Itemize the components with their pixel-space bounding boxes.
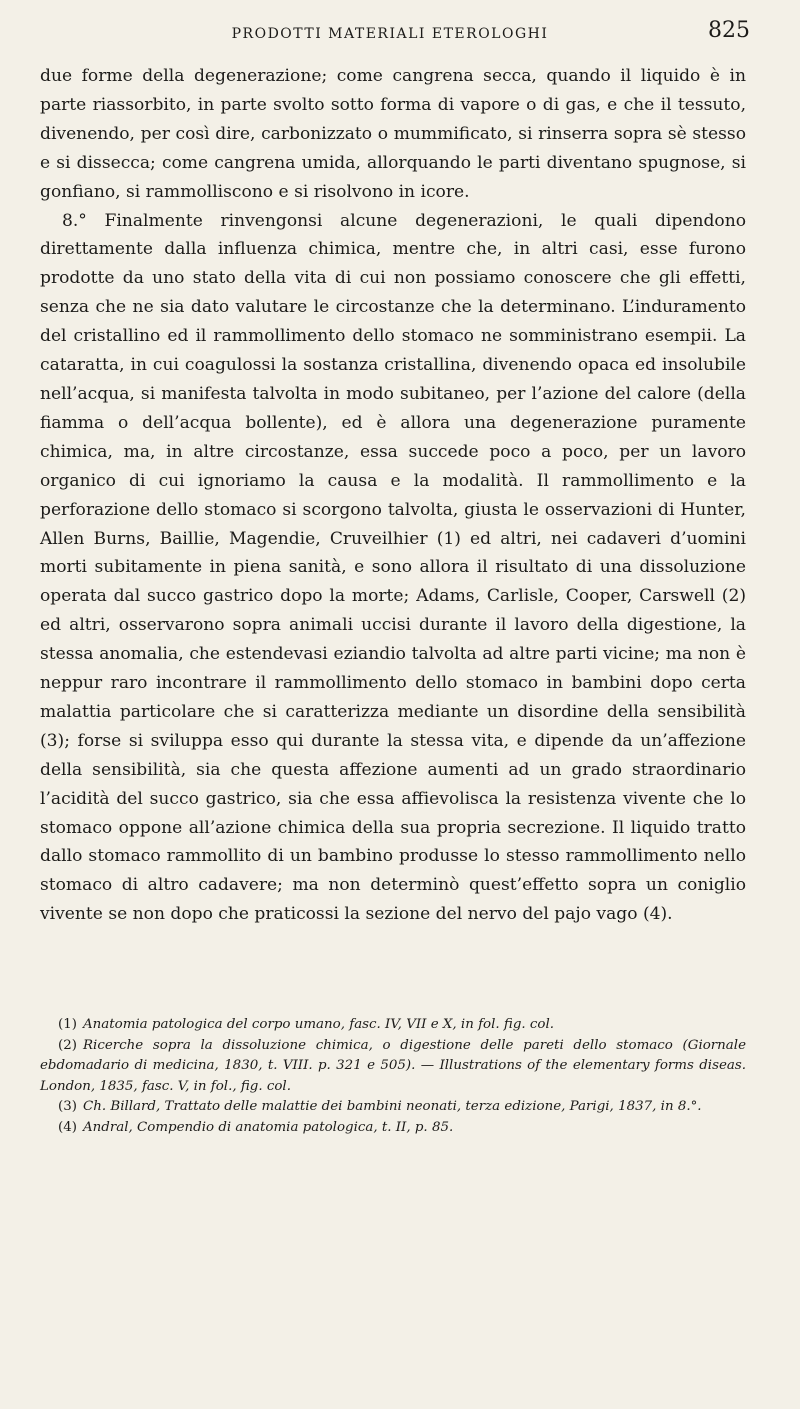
- body-text: [40, 62, 746, 929]
- paragraph: due forme della degenerazione; come cangrena secca, quando il liquido è in parte riassorbito, in parte svolto sotto forma di vapore o di gas, e che il tessuto, divenendo, per così dire, carbonizzato o mummificato, si rinserra sopra sè stesso e si dissecca; come cangrena umida, allorquando le parti diventano spugnose, si gonfiano, si rammolliscono e si risolvono in icore.: [40, 66, 746, 202]
- footnote-text: Andral, Compendio di anatomia patologica, t. II, p. 85.: [82, 1119, 454, 1135]
- running-head: PRODOTTI MATERIALI ETEROLOGHI: [231, 26, 549, 42]
- paragraph: 8.° Finalmente rinvengonsi alcune degenerazioni, le quali dipendono direttamente dalla influenza chimica, mentre che, in altri casi, esse furono prodotte da uno stato della vita di cui non possiamo conoscere che gli effetti, senza che ne sia dato valutare le circostanze che la determinano. L’induramento del cristallino ed il rammollimento dello stomaco ne somministrano esempii. La cataratta, in cui coagulossi la sostanza cristallina, divenendo opaca ed insolubile nell’acqua, si manifesta talvolta in modo subitaneo, per l’azione del calore (della fiamma o dell’acqua bollente), ed è allora una degenerazione puramente chimica, ma, in altre circostanze, essa succede poco a poco, per un lavoro organico di cui ignoriamo la causa e la modalità. Il rammollimento e la perforazione dello stomaco si scorgono talvolta, giusta le osservazioni di Hunter, Allen Burns, Baillie, Magendie, Cruveilhier (1) ed altri, nei cadaveri d’uomini morti subitamente in piena sanità, e sono allora il risultato di una dissoluzione operata dal succo gastrico dopo la morte; Adams, Carlisle, Cooper, Carswell (2) ed altri, osservarono sopra animali uccisi durante il lavoro della digestione, la stessa anomalia, che estendevasi eziandio talvolta ad altre parti vicine; ma non è neppur raro incontrare il rammollimento dello stomaco in bambini dopo certa malattia particolare che si caratterizza mediante un disordine della sensibilità (3); forse si sviluppa esso qui durante la stessa vita, e dipende da un’affezione della sensibilità, sia che questa affezione aumenti ad un grado straordinario l’acidità del succo gastrico, sia che essa affievolisca la resistenza vivente che lo stomaco oppone all’azione chimica della sua propria secrezione. Il liquido tratto dallo stomaco rammollito di un bambino produsse lo stesso rammollimento nello stomaco di altro cadavere; ma non determinò quest’effetto sopra un coniglio vivente se non dopo che praticossi la sezione del nervo del pajo vago (4).: [40, 210, 746, 925]
- footnote-mark: (4): [58, 1119, 77, 1135]
- footnote-text: Ricerche sopra la dissoluzione chimica, o digestione delle pareti dello stomaco (Giornale ebdomadario di medicina, 1830, t. VIII. p. 321 e 505). — Illustrations of the elementary forms diseas. London, 1835, fasc. V, in fol., fig. col.: [40, 1037, 746, 1094]
- page-number: 825: [708, 18, 750, 43]
- footnotes: [40, 1015, 746, 1138]
- footnote-2: [40, 1036, 746, 1098]
- footnote-4: [40, 1118, 746, 1139]
- footnote-3: [40, 1097, 746, 1118]
- footnote-1: [40, 1015, 746, 1036]
- footnote-mark: (3): [58, 1099, 77, 1114]
- footnote-text: Anatomia patologica del corpo umano, fasc. IV, VII e X, in fol. fig. col.: [82, 1017, 555, 1032]
- footnote-mark: (2): [58, 1037, 77, 1053]
- footnote-mark: (1): [58, 1017, 77, 1032]
- footnote-text: Ch. Billard, Trattato delle malattie dei bambini neonati, terza edizione, Parigi, 1837, in 8.°.: [82, 1099, 702, 1114]
- page-header: [40, 18, 750, 52]
